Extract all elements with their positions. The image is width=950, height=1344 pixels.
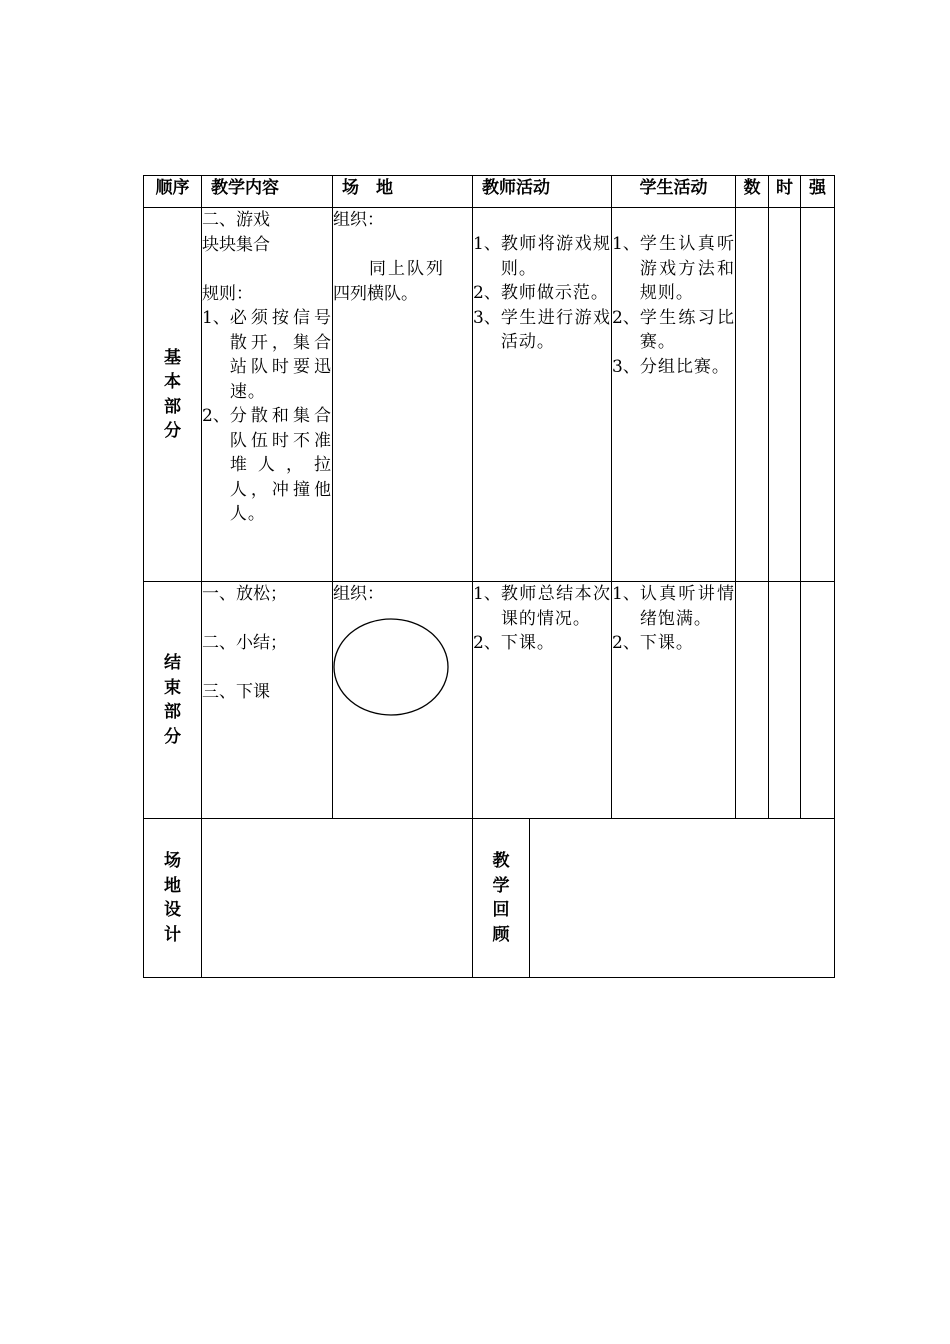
item-text: 下课。: [500, 633, 555, 653]
lesson-plan-table: [143, 175, 835, 978]
item-number: 3、: [612, 356, 640, 377]
end-content: [202, 582, 333, 819]
formation-circle-diagram: [333, 617, 453, 719]
design-row: [144, 819, 835, 978]
item-text: 下课。: [639, 633, 694, 653]
venue-org-label: 组织：: [333, 584, 384, 604]
item-number: 1、: [612, 234, 640, 254]
section-char: 场: [164, 851, 181, 871]
header-content: 教学内容: [202, 176, 333, 208]
end-teacher: [473, 582, 612, 819]
basic-content: [202, 208, 333, 582]
rule-text: 分散和集合队伍时不准堆人，拉人，冲撞他人。: [229, 406, 332, 524]
venue-design-area: [202, 819, 473, 978]
student-item: [612, 306, 735, 355]
end-time: [769, 582, 801, 819]
section-char: 学: [492, 875, 510, 896]
rule-item: [202, 306, 332, 404]
basic-intensity: [801, 208, 835, 582]
section-char: 回: [492, 900, 510, 920]
game-title: 二、游戏: [202, 210, 270, 230]
item-text: 分组比赛。: [639, 356, 730, 377]
teaching-review-label: [473, 819, 530, 978]
section-char: 分: [164, 726, 181, 747]
rule-text: 必须按信号散开，集合站队时要迅速。: [229, 308, 332, 402]
item-number: 1、: [612, 584, 640, 604]
section-char: 分: [164, 421, 181, 441]
header-teacher: 教师活动: [473, 176, 612, 208]
teacher-item: [473, 306, 611, 355]
venue-formation: 四列横队。: [333, 283, 418, 304]
game-name: 块块集合: [202, 234, 270, 255]
circle-formation: [334, 619, 448, 715]
section-char: 结: [164, 653, 181, 673]
student-item: [612, 631, 735, 656]
end-content-item: 三、下课: [202, 682, 270, 702]
item-number: 2、: [473, 633, 501, 653]
teacher-item: [473, 232, 611, 281]
item-text: 学生进行游戏活动。: [500, 307, 611, 352]
end-content-item: 二、小结；: [202, 633, 287, 653]
end-count: [736, 582, 769, 819]
teaching-review-area: [530, 819, 835, 978]
student-item: [612, 582, 735, 631]
section-char: 本: [164, 372, 181, 392]
basic-section-label: [144, 208, 202, 582]
rule-item: [202, 404, 332, 527]
header-order: 顺序: [144, 176, 202, 208]
teacher-item: [473, 582, 611, 631]
section-char: 顾: [492, 924, 510, 945]
item-number: 1、: [473, 234, 501, 254]
end-section-row: [144, 582, 835, 819]
item-text: 学生认真听游戏方法和规则。: [639, 234, 735, 303]
section-char: 基: [164, 347, 181, 368]
item-text: 教师总结本次课的情况。: [500, 584, 611, 629]
basic-time: [769, 208, 801, 582]
item-text: 认真听讲情绪饱满。: [639, 584, 735, 629]
section-char: 部: [164, 396, 181, 417]
venue-formation: 同上队列: [369, 259, 445, 279]
venue-org-label: 组织：: [333, 210, 384, 230]
end-section-label: [144, 582, 202, 819]
student-item: [612, 232, 735, 306]
section-char: 设: [164, 900, 181, 920]
item-number: 1、: [473, 584, 501, 604]
basic-student: [612, 208, 736, 582]
rule-number: 2、: [202, 406, 230, 426]
venue-design-label: [144, 819, 202, 978]
item-number: 2、: [612, 633, 640, 653]
header-intensity: 强: [801, 176, 835, 208]
rules-label: 规则：: [202, 283, 253, 304]
teacher-item: [473, 281, 611, 306]
end-intensity: [801, 582, 835, 819]
section-char: 地: [164, 875, 181, 896]
student-item: [612, 355, 735, 380]
header-student: 学生活动: [612, 176, 736, 208]
basic-count: [736, 208, 769, 582]
section-char: 束: [164, 677, 181, 698]
end-venue: [333, 582, 473, 819]
header-row: [144, 176, 835, 208]
item-text: 学生练习比赛。: [639, 307, 735, 352]
basic-teacher: [473, 208, 612, 582]
header-time: 时: [769, 176, 801, 208]
basic-venue: [333, 208, 473, 582]
header-count: 数: [736, 176, 769, 208]
basic-section-row: [144, 208, 835, 582]
section-char: 教: [492, 851, 510, 871]
header-venue: 场 地: [333, 176, 473, 208]
rule-number: 1、: [202, 308, 230, 328]
end-student: [612, 582, 736, 819]
item-number: 3、: [473, 307, 501, 328]
section-char: 计: [164, 924, 181, 945]
section-char: 部: [164, 702, 181, 722]
teacher-item: [473, 631, 611, 656]
item-number: 2、: [612, 307, 640, 328]
item-text: 教师将游戏规则。: [500, 234, 611, 279]
item-number: 2、: [473, 283, 501, 303]
end-content-item: 一、放松；: [202, 584, 287, 604]
item-text: 教师做示范。: [500, 283, 609, 303]
